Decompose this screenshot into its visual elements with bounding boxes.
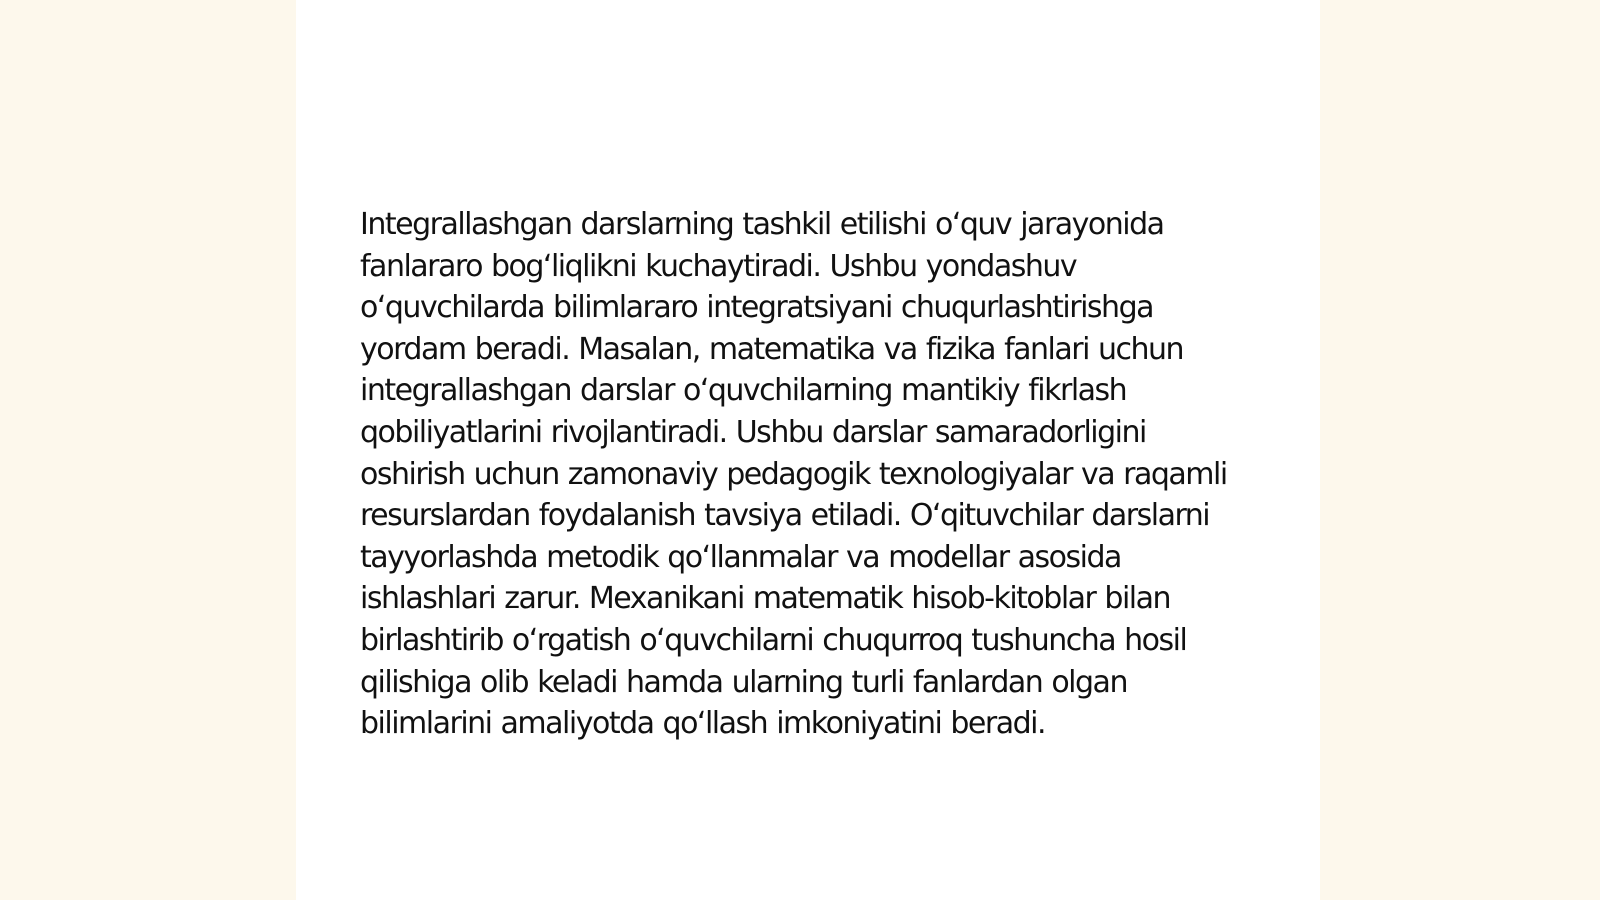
body-paragraph: Integrallashgan darslarning tashkil etilishi oʻquv jarayonida fanlararo bogʻliqlikni kuchaytiradi. Ushbu yondashuv oʻquvchilarda bilimlararo integratsiyani chuqurlashtirishga yordam beradi. Masalan, matematika va fizika fanlari uchun integrallashgan darslar oʻquvchilarning mantikiy fikrlash qobiliyatlarini rivojlantiradi. Ushbu darslar samaradorligini oshirish uchun zamonaviy pedagogik texnologiyalar va raqamli resurslardan foydalanish tavsiya etiladi. Oʻqituvchilar darslarni tayyorlashda metodik qoʻllanmalar va modellar asosida ishlashlari zarur. Mexanikani matematik hisob-kitoblar bilan birlashtirib oʻrgatish oʻquvchilarni chuqurroq tushuncha hosil qilishiga olib keladi hamda ularning turli fanlardan olgan bilimlarini amaliyotda qoʻllash imkoniyatini beradi. [360,207,1227,742]
document-page [296,0,1320,900]
